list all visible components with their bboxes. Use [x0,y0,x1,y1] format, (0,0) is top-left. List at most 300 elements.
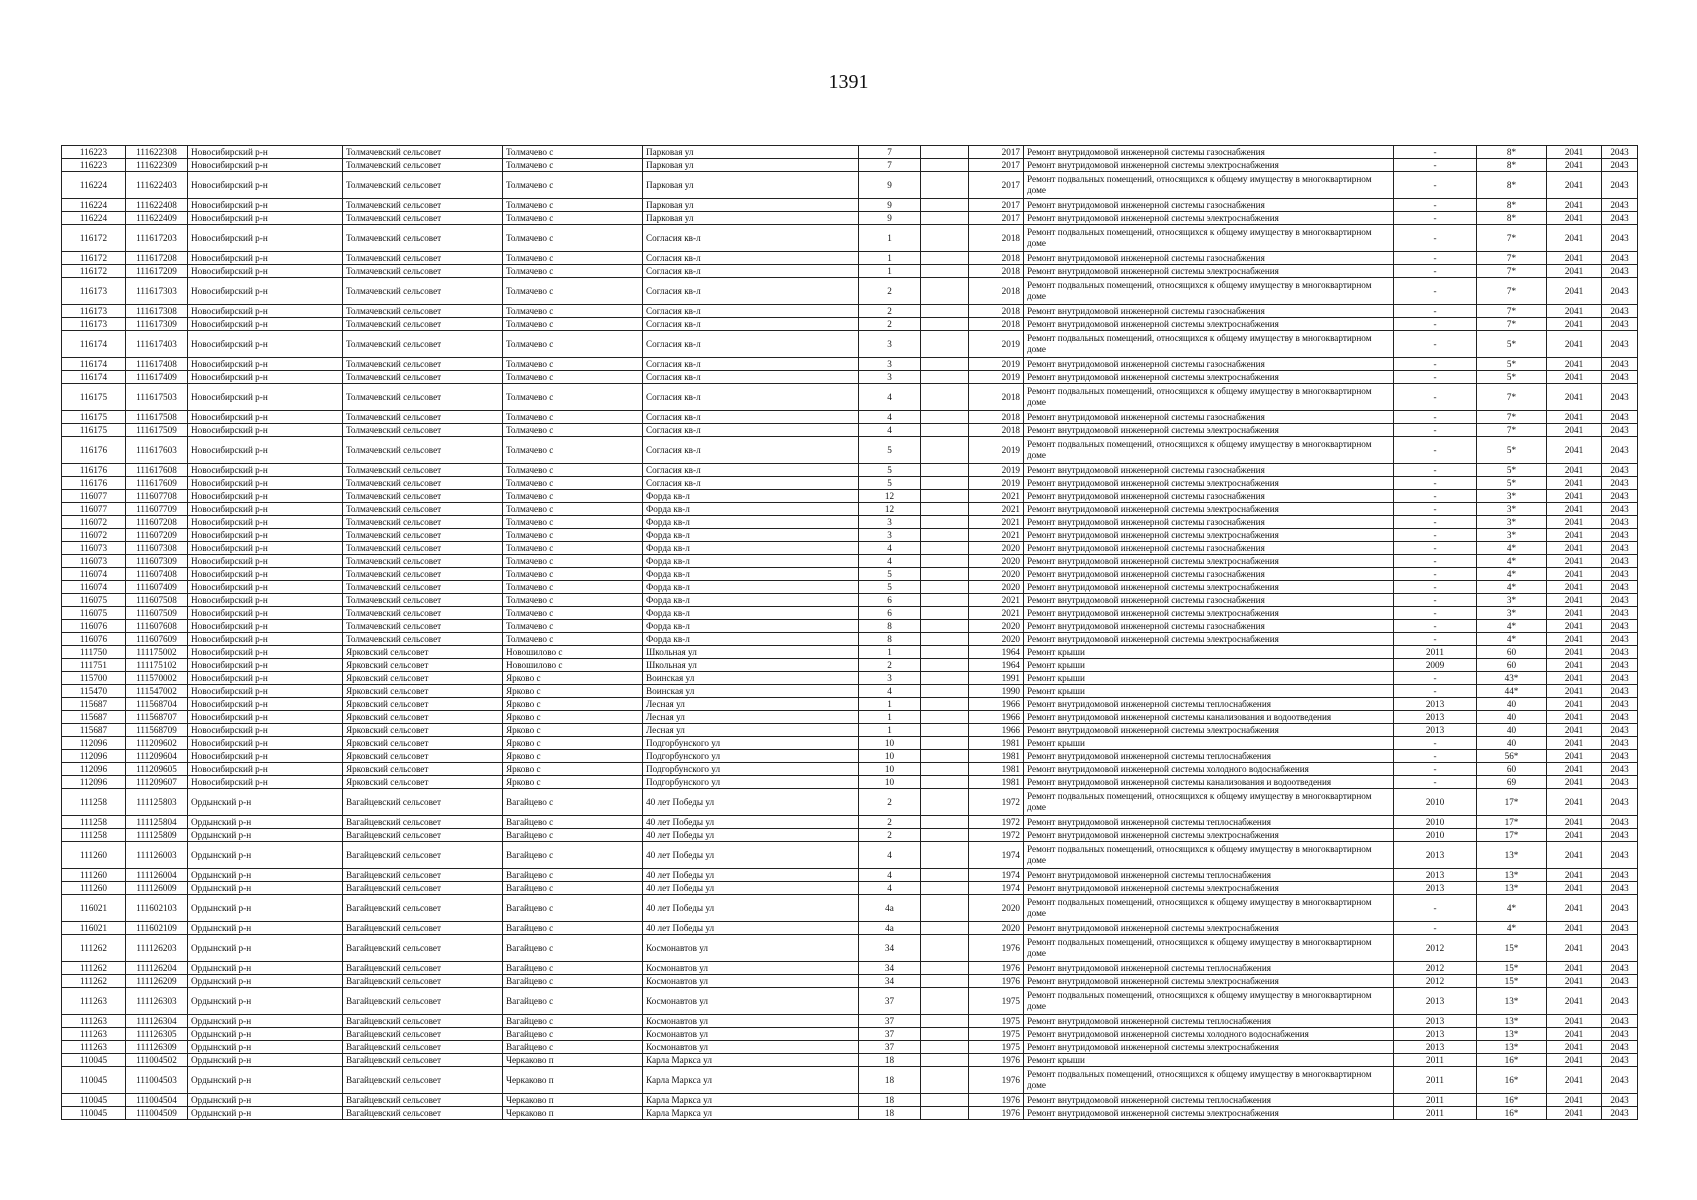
cell-code: 111617408 [126,358,188,371]
cell-settlement-council: Толмачевский сельсовет [343,464,503,477]
cell-wear: 40 [1477,711,1547,724]
cell-work: Ремонт внутридомовой инженерной системы электроснабжения [1024,477,1394,490]
cell-plan-to: 2043 [1602,672,1638,685]
table-row [62,516,1638,529]
table-row [62,882,1638,895]
cell-year: 1976 [969,1067,1024,1094]
cell-locality: Толмачево с [503,620,643,633]
cell-id: 116077 [62,503,126,516]
cell-id: 116076 [62,633,126,646]
cell-district: Новосибирский р-н [188,724,343,737]
cell-wear: 4* [1477,542,1547,555]
cell-work: Ремонт внутридомовой инженерной системы теплоснабжения [1024,698,1394,711]
cell-wear: 8* [1477,159,1547,172]
cell-settlement-council: Толмачевский сельсовет [343,318,503,331]
cell-plan-from: 2041 [1547,542,1602,555]
cell-district: Новосибирский р-н [188,698,343,711]
cell-settlement-council: Толмачевский сельсовет [343,437,503,464]
table-row [62,212,1638,225]
cell-year: 1981 [969,763,1024,776]
cell-street: Космонавтов ул [643,935,859,962]
cell-building [921,620,969,633]
cell-house: 3 [859,371,921,384]
cell-work: Ремонт подвальных помещений, относящихся к общему имуществу в многоквартирном доме [1024,935,1394,962]
cell-wear: 7* [1477,278,1547,305]
cell-plan-to: 2043 [1602,922,1638,935]
cell-wear: 4* [1477,581,1547,594]
cell-done-year: - [1394,895,1477,922]
cell-code: 111125804 [126,816,188,829]
cell-done-year: 2011 [1394,1054,1477,1067]
cell-code: 111607509 [126,607,188,620]
cell-street: Согласия кв-л [643,331,859,358]
cell-wear: 43* [1477,672,1547,685]
cell-id: 116224 [62,172,126,199]
cell-year: 2019 [969,358,1024,371]
cell-house: 5 [859,568,921,581]
cell-wear: 7* [1477,424,1547,437]
cell-plan-from: 2041 [1547,646,1602,659]
cell-locality: Толмачево с [503,146,643,159]
cell-locality: Ярково с [503,685,643,698]
cell-wear: 13* [1477,988,1547,1015]
cell-house: 4 [859,424,921,437]
cell-house: 9 [859,199,921,212]
cell-locality: Вагайцево с [503,895,643,922]
cell-done-year: - [1394,252,1477,265]
cell-settlement-council: Толмачевский сельсовет [343,278,503,305]
cell-house: 8 [859,620,921,633]
cell-district: Новосибирский р-н [188,199,343,212]
cell-plan-from: 2041 [1547,305,1602,318]
cell-settlement-council: Толмачевский сельсовет [343,581,503,594]
cell-building [921,555,969,568]
cell-house: 2 [859,278,921,305]
cell-work: Ремонт внутридомовой инженерной системы электроснабжения [1024,318,1394,331]
cell-building [921,882,969,895]
cell-building [921,278,969,305]
cell-id: 112096 [62,750,126,763]
cell-year: 2017 [969,199,1024,212]
cell-settlement-council: Вагайцевский сельсовет [343,882,503,895]
cell-wear: 17* [1477,829,1547,842]
cell-building [921,737,969,750]
cell-locality: Толмачево с [503,477,643,490]
cell-plan-from: 2041 [1547,199,1602,212]
cell-district: Новосибирский р-н [188,146,343,159]
cell-locality: Ярково с [503,698,643,711]
cell-street: 40 лет Победы ул [643,922,859,935]
table-row [62,1015,1638,1028]
cell-district: Новосибирский р-н [188,529,343,542]
cell-house: 12 [859,490,921,503]
cell-plan-to: 2043 [1602,371,1638,384]
cell-plan-to: 2043 [1602,384,1638,411]
cell-done-year: - [1394,437,1477,464]
cell-done-year: - [1394,922,1477,935]
cell-plan-from: 2041 [1547,724,1602,737]
cell-street: Согласия кв-л [643,358,859,371]
cell-plan-from: 2041 [1547,1028,1602,1041]
cell-locality: Новошилово с [503,659,643,672]
cell-district: Новосибирский р-н [188,172,343,199]
cell-wear: 4* [1477,633,1547,646]
cell-settlement-council: Вагайцевский сельсовет [343,922,503,935]
cell-year: 1974 [969,882,1024,895]
table-row [62,503,1638,516]
cell-district: Новосибирский р-н [188,620,343,633]
table-row [62,555,1638,568]
cell-house: 10 [859,776,921,789]
cell-street: Согласия кв-л [643,464,859,477]
cell-street: Согласия кв-л [643,265,859,278]
cell-done-year: - [1394,737,1477,750]
cell-done-year: - [1394,529,1477,542]
table-row [62,371,1638,384]
cell-year: 1966 [969,724,1024,737]
cell-district: Ордынский р-н [188,842,343,869]
table-row [62,172,1638,199]
cell-building [921,146,969,159]
cell-locality: Толмачево с [503,581,643,594]
cell-year: 2018 [969,318,1024,331]
cell-settlement-council: Вагайцевский сельсовет [343,962,503,975]
cell-settlement-council: Толмачевский сельсовет [343,371,503,384]
cell-building [921,646,969,659]
cell-house: 1 [859,265,921,278]
cell-code: 111209605 [126,763,188,776]
cell-code: 111570002 [126,672,188,685]
cell-locality: Вагайцево с [503,975,643,988]
cell-district: Новосибирский р-н [188,305,343,318]
cell-plan-from: 2041 [1547,620,1602,633]
cell-street: Форда кв-л [643,516,859,529]
cell-work: Ремонт внутридомовой инженерной системы газоснабжения [1024,411,1394,424]
cell-plan-to: 2043 [1602,146,1638,159]
cell-house: 1 [859,252,921,265]
cell-locality: Вагайцево с [503,842,643,869]
cell-work: Ремонт внутридомовой инженерной системы электроснабжения [1024,882,1394,895]
cell-year: 2020 [969,922,1024,935]
cell-year: 2021 [969,490,1024,503]
cell-plan-to: 2043 [1602,437,1638,464]
cell-district: Ордынский р-н [188,935,343,962]
cell-settlement-council: Вагайцевский сельсовет [343,895,503,922]
cell-district: Ордынский р-н [188,882,343,895]
table-row [62,581,1638,594]
cell-settlement-council: Толмачевский сельсовет [343,424,503,437]
cell-id: 110045 [62,1067,126,1094]
cell-done-year: - [1394,212,1477,225]
cell-code: 111622403 [126,172,188,199]
cell-wear: 60 [1477,763,1547,776]
cell-settlement-council: Вагайцевский сельсовет [343,816,503,829]
cell-street: Согласия кв-л [643,437,859,464]
cell-plan-to: 2043 [1602,464,1638,477]
cell-plan-to: 2043 [1602,633,1638,646]
cell-wear: 5* [1477,437,1547,464]
cell-wear: 5* [1477,464,1547,477]
cell-house: 9 [859,172,921,199]
cell-plan-from: 2041 [1547,411,1602,424]
cell-id: 116173 [62,318,126,331]
cell-plan-from: 2041 [1547,172,1602,199]
cell-code: 111125803 [126,789,188,816]
cell-year: 2020 [969,568,1024,581]
cell-settlement-council: Толмачевский сельсовет [343,265,503,278]
cell-done-year: - [1394,358,1477,371]
cell-district: Ордынский р-н [188,829,343,842]
cell-code: 111607208 [126,516,188,529]
cell-street: 40 лет Победы ул [643,829,859,842]
cell-street: Согласия кв-л [643,305,859,318]
cell-wear: 7* [1477,411,1547,424]
table-row [62,607,1638,620]
cell-district: Новосибирский р-н [188,737,343,750]
cell-done-year: 2009 [1394,659,1477,672]
cell-settlement-council: Ярковский сельсовет [343,659,503,672]
cell-plan-to: 2043 [1602,1067,1638,1094]
cell-building [921,988,969,1015]
cell-plan-to: 2043 [1602,477,1638,490]
cell-district: Новосибирский р-н [188,477,343,490]
cell-wear: 13* [1477,882,1547,895]
cell-settlement-council: Ярковский сельсовет [343,724,503,737]
table-row [62,672,1638,685]
cell-plan-to: 2043 [1602,278,1638,305]
cell-locality: Толмачево с [503,172,643,199]
cell-id: 111258 [62,829,126,842]
cell-building [921,685,969,698]
table-row [62,159,1638,172]
cell-done-year: - [1394,278,1477,305]
cell-work: Ремонт внутридомовой инженерной системы газоснабжения [1024,594,1394,607]
cell-id: 115687 [62,698,126,711]
cell-settlement-council: Толмачевский сельсовет [343,620,503,633]
cell-street: Форда кв-л [643,555,859,568]
cell-locality: Толмачево с [503,594,643,607]
cell-done-year: 2011 [1394,1094,1477,1107]
cell-work: Ремонт внутридомовой инженерной системы электроснабжения [1024,371,1394,384]
cell-house: 2 [859,789,921,816]
cell-code: 111004509 [126,1107,188,1120]
cell-work: Ремонт подвальных помещений, относящихся к общему имуществу в многоквартирном доме [1024,172,1394,199]
cell-work: Ремонт внутридомовой инженерной системы теплоснабжения [1024,962,1394,975]
cell-plan-from: 2041 [1547,776,1602,789]
cell-id: 116072 [62,516,126,529]
cell-plan-from: 2041 [1547,464,1602,477]
cell-code: 111126304 [126,1015,188,1028]
cell-wear: 3* [1477,607,1547,620]
cell-house: 4а [859,895,921,922]
cell-done-year: - [1394,607,1477,620]
cell-house: 18 [859,1067,921,1094]
cell-settlement-council: Толмачевский сельсовет [343,305,503,318]
cell-work: Ремонт внутридомовой инженерной системы электроснабжения [1024,829,1394,842]
cell-wear: 3* [1477,594,1547,607]
cell-work: Ремонт внутридомовой инженерной системы электроснабжения [1024,555,1394,568]
cell-wear: 7* [1477,318,1547,331]
cell-done-year: - [1394,763,1477,776]
cell-id: 116223 [62,159,126,172]
table-row [62,594,1638,607]
cell-locality: Новошилово с [503,646,643,659]
table-row [62,358,1638,371]
cell-plan-to: 2043 [1602,620,1638,633]
cell-plan-from: 2041 [1547,212,1602,225]
cell-code: 111602103 [126,895,188,922]
cell-id: 111263 [62,1028,126,1041]
cell-settlement-council: Вагайцевский сельсовет [343,1054,503,1067]
cell-done-year: - [1394,750,1477,763]
cell-id: 116175 [62,384,126,411]
cell-building [921,895,969,922]
cell-done-year: - [1394,318,1477,331]
cell-year: 2021 [969,516,1024,529]
cell-year: 1976 [969,975,1024,988]
cell-street: Подгорбунского ул [643,737,859,750]
table-row [62,278,1638,305]
cell-locality: Ярково с [503,672,643,685]
cell-settlement-council: Вагайцевский сельсовет [343,1041,503,1054]
cell-plan-to: 2043 [1602,1041,1638,1054]
cell-street: Форда кв-л [643,568,859,581]
cell-locality: Толмачево с [503,265,643,278]
cell-code: 111126004 [126,869,188,882]
cell-plan-from: 2041 [1547,869,1602,882]
cell-done-year: 2010 [1394,789,1477,816]
cell-done-year: - [1394,384,1477,411]
cell-wear: 7* [1477,252,1547,265]
cell-work: Ремонт внутридомовой инженерной системы электроснабжения [1024,1107,1394,1120]
cell-year: 1966 [969,711,1024,724]
cell-plan-from: 2041 [1547,1054,1602,1067]
cell-settlement-council: Толмачевский сельсовет [343,568,503,581]
cell-house: 2 [859,816,921,829]
cell-year: 2019 [969,477,1024,490]
cell-wear: 56* [1477,750,1547,763]
cell-wear: 16* [1477,1067,1547,1094]
cell-done-year: 2013 [1394,1015,1477,1028]
table-row [62,252,1638,265]
cell-done-year: 2013 [1394,724,1477,737]
cell-code: 111607608 [126,620,188,633]
cell-wear: 4* [1477,620,1547,633]
cell-id: 110045 [62,1107,126,1120]
cell-district: Новосибирский р-н [188,490,343,503]
cell-id: 111262 [62,962,126,975]
cell-settlement-council: Толмачевский сельсовет [343,542,503,555]
cell-settlement-council: Ярковский сельсовет [343,685,503,698]
cell-house: 3 [859,358,921,371]
cell-work: Ремонт внутридомовой инженерной системы теплоснабжения [1024,869,1394,882]
cell-work: Ремонт крыши [1024,672,1394,685]
cell-plan-to: 2043 [1602,776,1638,789]
cell-plan-to: 2043 [1602,842,1638,869]
cell-street: Карла Маркса ул [643,1054,859,1067]
cell-district: Новосибирский р-н [188,278,343,305]
cell-building [921,477,969,490]
cell-year: 1991 [969,672,1024,685]
cell-code: 111126209 [126,975,188,988]
cell-house: 4 [859,882,921,895]
cell-settlement-council: Вагайцевский сельсовет [343,829,503,842]
cell-done-year: 2013 [1394,988,1477,1015]
cell-street: Парковая ул [643,212,859,225]
cell-id: 111260 [62,842,126,869]
cell-locality: Толмачево с [503,542,643,555]
cell-work: Ремонт внутридомовой инженерной системы электроснабжения [1024,975,1394,988]
cell-id: 116175 [62,411,126,424]
cell-work: Ремонт подвальных помещений, относящихся к общему имуществу в многоквартирном доме [1024,1067,1394,1094]
cell-settlement-council: Вагайцевский сельсовет [343,1094,503,1107]
cell-code: 111126203 [126,935,188,962]
cell-code: 111617403 [126,331,188,358]
cell-district: Ордынский р-н [188,789,343,816]
cell-work: Ремонт внутридомовой инженерной системы канализования и водоотведения [1024,711,1394,724]
cell-code: 111617608 [126,464,188,477]
cell-street: 40 лет Победы ул [643,869,859,882]
cell-settlement-council: Ярковский сельсовет [343,763,503,776]
cell-work: Ремонт внутридомовой инженерной системы электроснабжения [1024,159,1394,172]
cell-plan-from: 2041 [1547,252,1602,265]
cell-district: Ордынский р-н [188,988,343,1015]
cell-district: Новосибирский р-н [188,424,343,437]
cell-wear: 60 [1477,659,1547,672]
cell-house: 1 [859,724,921,737]
cell-locality: Вагайцево с [503,935,643,962]
cell-street: Воинская ул [643,672,859,685]
cell-id: 115700 [62,672,126,685]
cell-code: 111004504 [126,1094,188,1107]
cell-district: Новосибирский р-н [188,685,343,698]
cell-id: 111258 [62,816,126,829]
cell-done-year: - [1394,568,1477,581]
cell-work: Ремонт внутридомовой инженерной системы газоснабжения [1024,305,1394,318]
cell-work: Ремонт внутридомовой инженерной системы электроснабжения [1024,1041,1394,1054]
cell-settlement-council: Толмачевский сельсовет [343,172,503,199]
cell-year: 1981 [969,776,1024,789]
cell-building [921,490,969,503]
cell-building [921,159,969,172]
cell-year: 2019 [969,331,1024,358]
cell-settlement-council: Толмачевский сельсовет [343,594,503,607]
cell-plan-to: 2043 [1602,212,1638,225]
cell-code: 111004502 [126,1054,188,1067]
cell-locality: Ярково с [503,750,643,763]
cell-building [921,935,969,962]
cell-wear: 5* [1477,358,1547,371]
cell-locality: Черкаково п [503,1067,643,1094]
cell-locality: Вагайцево с [503,962,643,975]
cell-settlement-council: Ярковский сельсовет [343,711,503,724]
cell-wear: 7* [1477,265,1547,278]
table-row [62,318,1638,331]
table-row [62,869,1638,882]
cell-building [921,698,969,711]
cell-street: Карла Маркса ул [643,1067,859,1094]
cell-district: Новосибирский р-н [188,646,343,659]
cell-plan-from: 2041 [1547,633,1602,646]
cell-plan-to: 2043 [1602,318,1638,331]
cell-year: 2020 [969,542,1024,555]
cell-code: 111622309 [126,159,188,172]
cell-work: Ремонт внутридомовой инженерной системы электроснабжения [1024,503,1394,516]
cell-house: 12 [859,503,921,516]
cell-plan-from: 2041 [1547,1094,1602,1107]
cell-id: 116172 [62,225,126,252]
cell-done-year: - [1394,411,1477,424]
